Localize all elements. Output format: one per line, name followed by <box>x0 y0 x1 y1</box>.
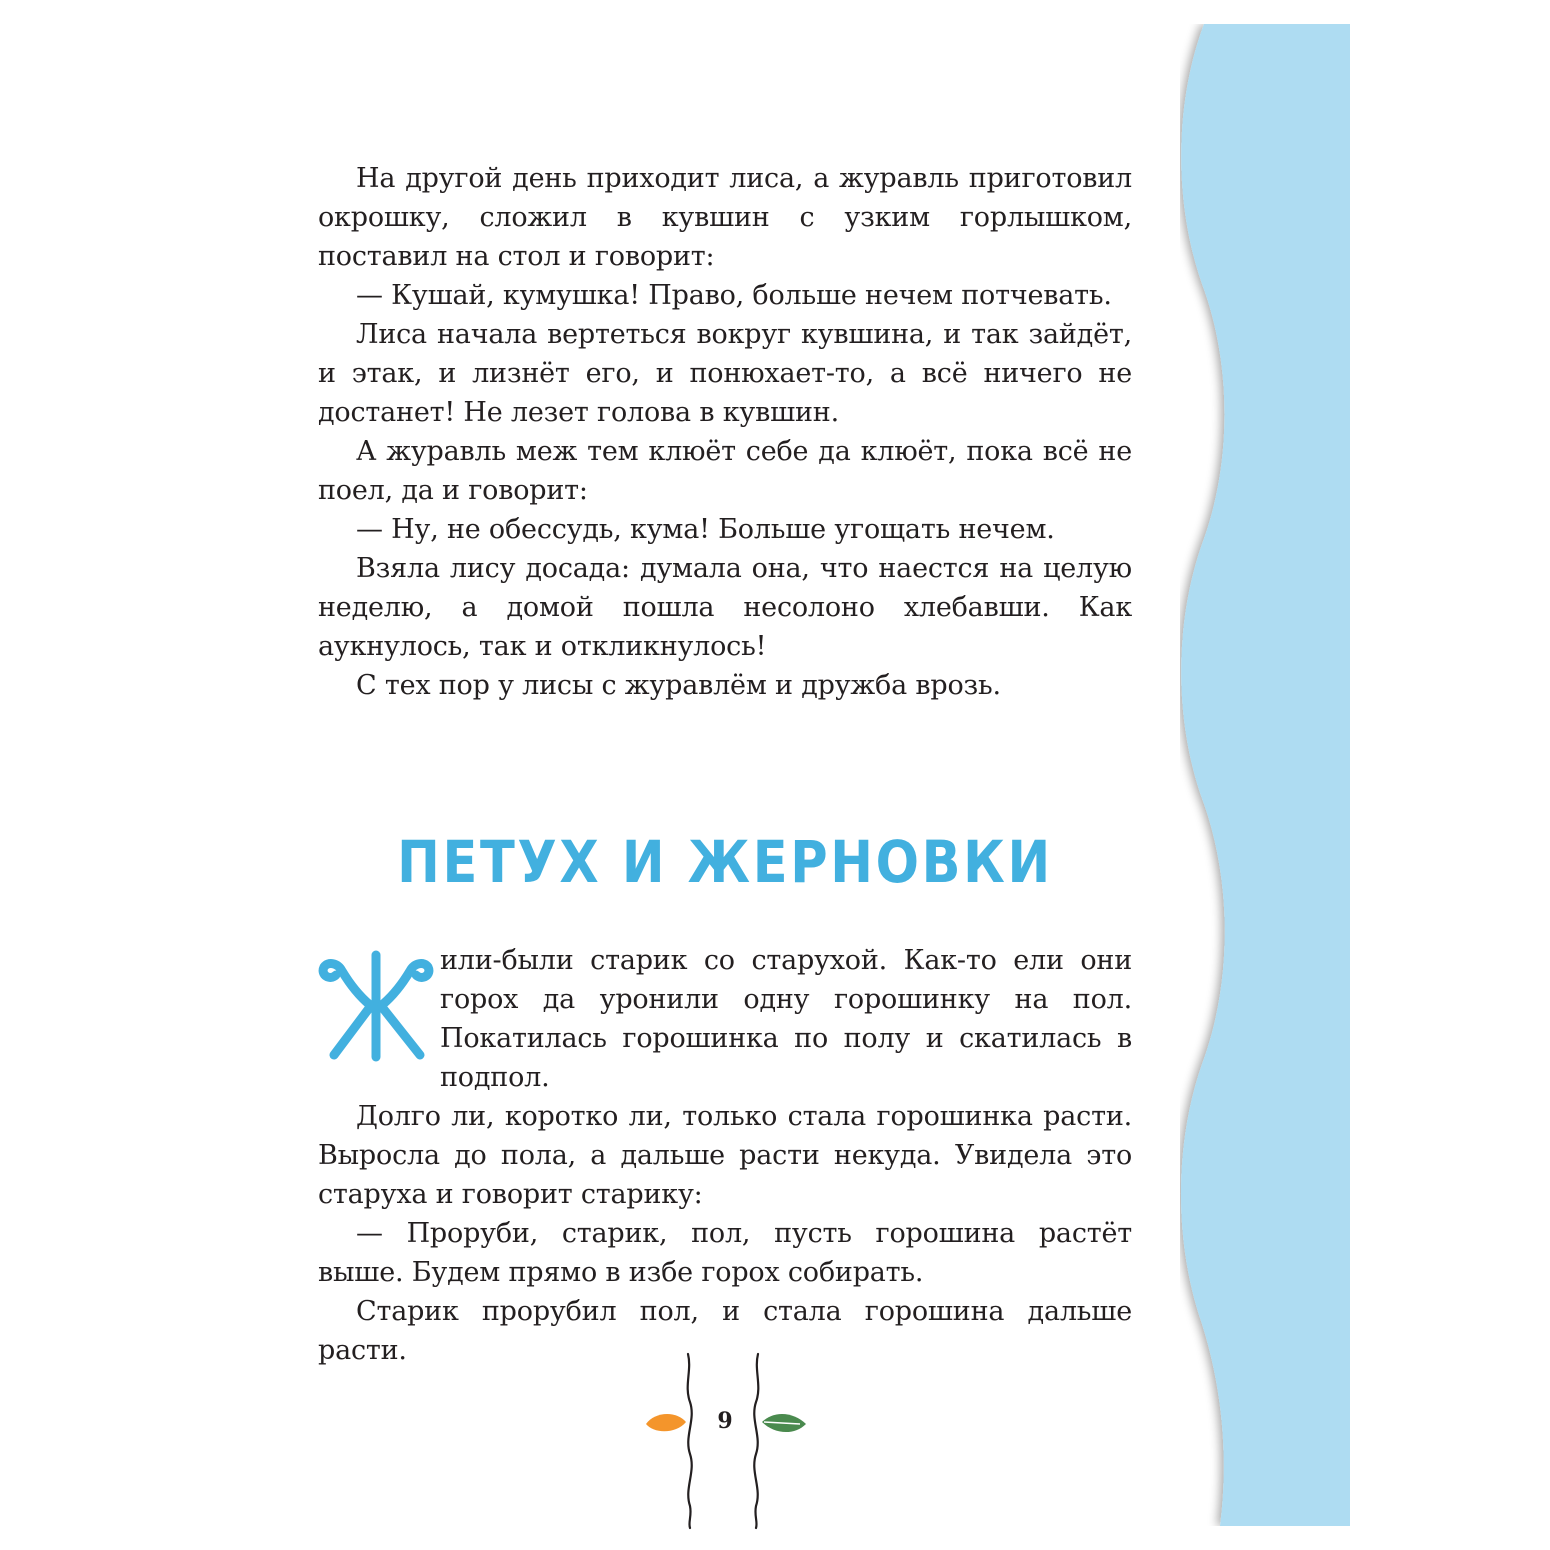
orange-leaf-icon <box>646 1414 686 1431</box>
first-paragraph-text: или-были старик со старухой. Как-то ели они горох да уронили одну горошинку на пол. Покатилась горошинка по полу и скатилась в подпол. <box>440 945 1132 1093</box>
page-number-ornament <box>640 1350 820 1530</box>
paragraph: На другой день приходит лиса, а журавль приготовил окрошку, сложил в кувшин с узким горлышком, поставил на стол и говорит: <box>318 163 1132 272</box>
vine-line <box>688 1354 692 1528</box>
story-continuation <box>318 159 1132 705</box>
paragraph: Взяла лису досада: думала она, что наестся на целую неделю, а домой пошла несолоно хлебавши. Как аукнулось, так и откликнулось! <box>318 553 1132 662</box>
paragraph: Лиса начала вертеться вокруг кувшина, и так зайдёт, и этак, и лизнёт его, и понюхает-то, а всё ничего не достанет! Не лезет голова в кувшин. <box>318 319 1132 428</box>
decorative-wave-band <box>1180 24 1350 1526</box>
story-body <box>318 941 1132 1370</box>
paragraph: — Кушай, кумушка! Право, больше нечем потчевать. <box>356 280 1112 311</box>
paragraph: Старик прорубил пол, и стала горошина дальше расти. <box>318 1296 1132 1366</box>
paragraph: С тех пор у лисы с журавлём и дружба врозь. <box>356 670 1001 701</box>
paragraph: Долго ли, коротко ли, только стала горошинка расти. Выросла до пола, а дальше расти некуда. Увидела это старуха и говорит старику: <box>318 1101 1132 1210</box>
paragraph: — Ну, не обессудь, кума! Больше угощать нечем. <box>356 514 1055 545</box>
vine-ornament <box>640 1350 820 1530</box>
paragraph: А журавль меж тем клюёт себе да клюёт, пока всё не поел, да и говорит: <box>318 436 1132 506</box>
paragraph: — Проруби, старик, пол, пусть горошина растёт выше. Будем прямо в избе горох собирать. <box>318 1218 1132 1288</box>
page-number: 9 <box>717 1408 733 1434</box>
vine-line <box>754 1354 758 1528</box>
story-title: ПЕТУХ И ЖЕРНОВКИ <box>397 828 1053 896</box>
dropcap-zhe-glyph <box>318 947 436 1064</box>
first-paragraph <box>318 941 1132 1097</box>
